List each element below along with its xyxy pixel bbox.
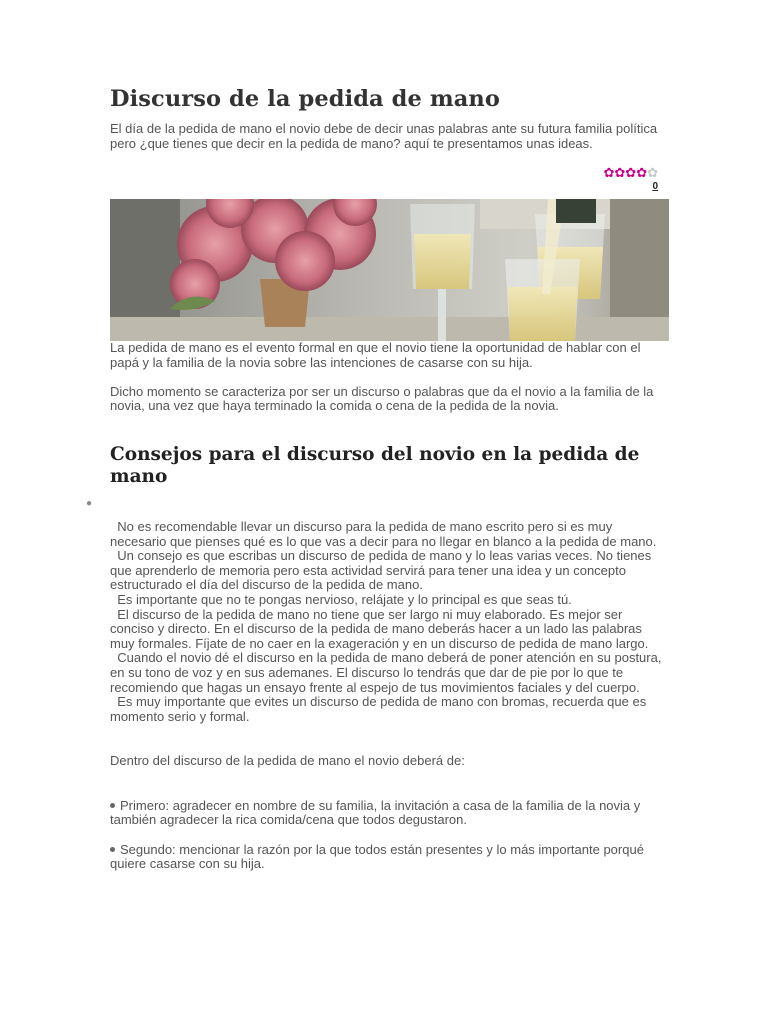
steps-intro: Dentro del discurso de la pedida de mano el novio deberá de: bbox=[110, 753, 465, 769]
tip-line bbox=[110, 549, 662, 593]
tips-block bbox=[110, 520, 662, 724]
rating-widget[interactable] bbox=[598, 167, 658, 193]
tip-text: El discurso de la pedida de mano no tiene que ser largo ni muy elaborado. Es mejor ser conciso y directo. En el discurso de la pedida de mano deberás hacer a un lado las palabras muy formales. Fíjate de no caer en la exageración y en un discurso de pedida de mano largo. bbox=[110, 606, 649, 651]
tip-line bbox=[110, 651, 662, 695]
tip-line bbox=[110, 520, 662, 549]
tip-text: Cuando el novio dé el discurso en la pedida de mano deberá de poner atención en su postura, en su tono de voz y en sus ademanes. El discurso lo tendrás que dar de pie por lo que te recomiendo que hagas un ensayo frente al espejo de tus movimientos faciales y del cuerpo. bbox=[110, 650, 662, 695]
star-icon[interactable]: ✿ bbox=[625, 165, 637, 180]
star-icon[interactable]: ✿ bbox=[636, 165, 648, 180]
rating-count-link[interactable]: 0 bbox=[652, 181, 658, 192]
body-paragraph: Dicho momento se caracteriza por ser un discurso o palabras que da el novio a la familia de la novia, una vez que haya terminado la comida o cena de la pedida de la novia. bbox=[110, 383, 654, 414]
bullet-icon: ● bbox=[86, 497, 93, 509]
star-icon[interactable]: ✿ bbox=[603, 165, 615, 180]
champagne-flowers-photo bbox=[110, 199, 669, 341]
tip-line bbox=[110, 608, 662, 652]
body-paragraph: La pedida de mano es el evento formal en que el novio tiene la oportunidad de hablar con el papá y la familia de la novia sobre las intenciones de casarse con su hija. bbox=[110, 340, 641, 370]
star-empty-icon[interactable]: ✿ bbox=[647, 165, 658, 180]
page-title: Discurso de la pedida de mano bbox=[110, 86, 500, 112]
step-item bbox=[110, 843, 662, 872]
bullet-icon bbox=[110, 847, 115, 852]
step-text: Segundo: mencionar la razón por la que todos están presentes y lo más importante porqué quiere casarse con su hija. bbox=[110, 841, 644, 872]
article-body bbox=[86, 340, 662, 872]
photo-illustration bbox=[110, 199, 669, 341]
tip-text: Un consejo es que escribas un discurso de pedida de mano y lo leas varias veces. No tienes que aprenderlo de memoria pero esta actividad servirá para tener una idea y un concepto estructurado el día del discurso de la pedida de mano. bbox=[110, 548, 652, 593]
empty-list-item bbox=[86, 497, 662, 514]
step-text: Primero: agradecer en nombre de su familia, la invitación a casa de la familia de la novia y también agradecer la rica comida/cena que todos degustaron. bbox=[110, 797, 641, 828]
tip-text: Es importante que no te pongas nervioso, relájate y lo principal es que seas tú. bbox=[117, 591, 572, 607]
tip-line bbox=[110, 695, 662, 724]
tip-line bbox=[110, 593, 662, 608]
article bbox=[86, 84, 662, 872]
section-heading: Consejos para el discurso del novio en la pedida de mano bbox=[110, 443, 640, 487]
intro-text: El día de la pedida de mano el novio debe de decir unas palabras ante su futura familia política pero ¿que tienes que decir en la pedida de mano? aquí te presentamos unas ideas. bbox=[110, 121, 658, 151]
rating-stars[interactable] bbox=[598, 167, 658, 179]
step-item bbox=[110, 799, 662, 828]
tip-text: Es muy importante que evites un discurso de pedida de mano con bromas, recuerda que es momento serio y formal. bbox=[110, 694, 647, 724]
star-icon[interactable]: ✿ bbox=[614, 165, 626, 180]
bullet-icon bbox=[110, 803, 115, 808]
tip-text: No es recomendable llevar un discurso para la pedida de mano escrito pero si es muy necesario que pienses qué es lo que vas a decir para no llegar en blanco a la pedida de mano. bbox=[110, 518, 657, 549]
